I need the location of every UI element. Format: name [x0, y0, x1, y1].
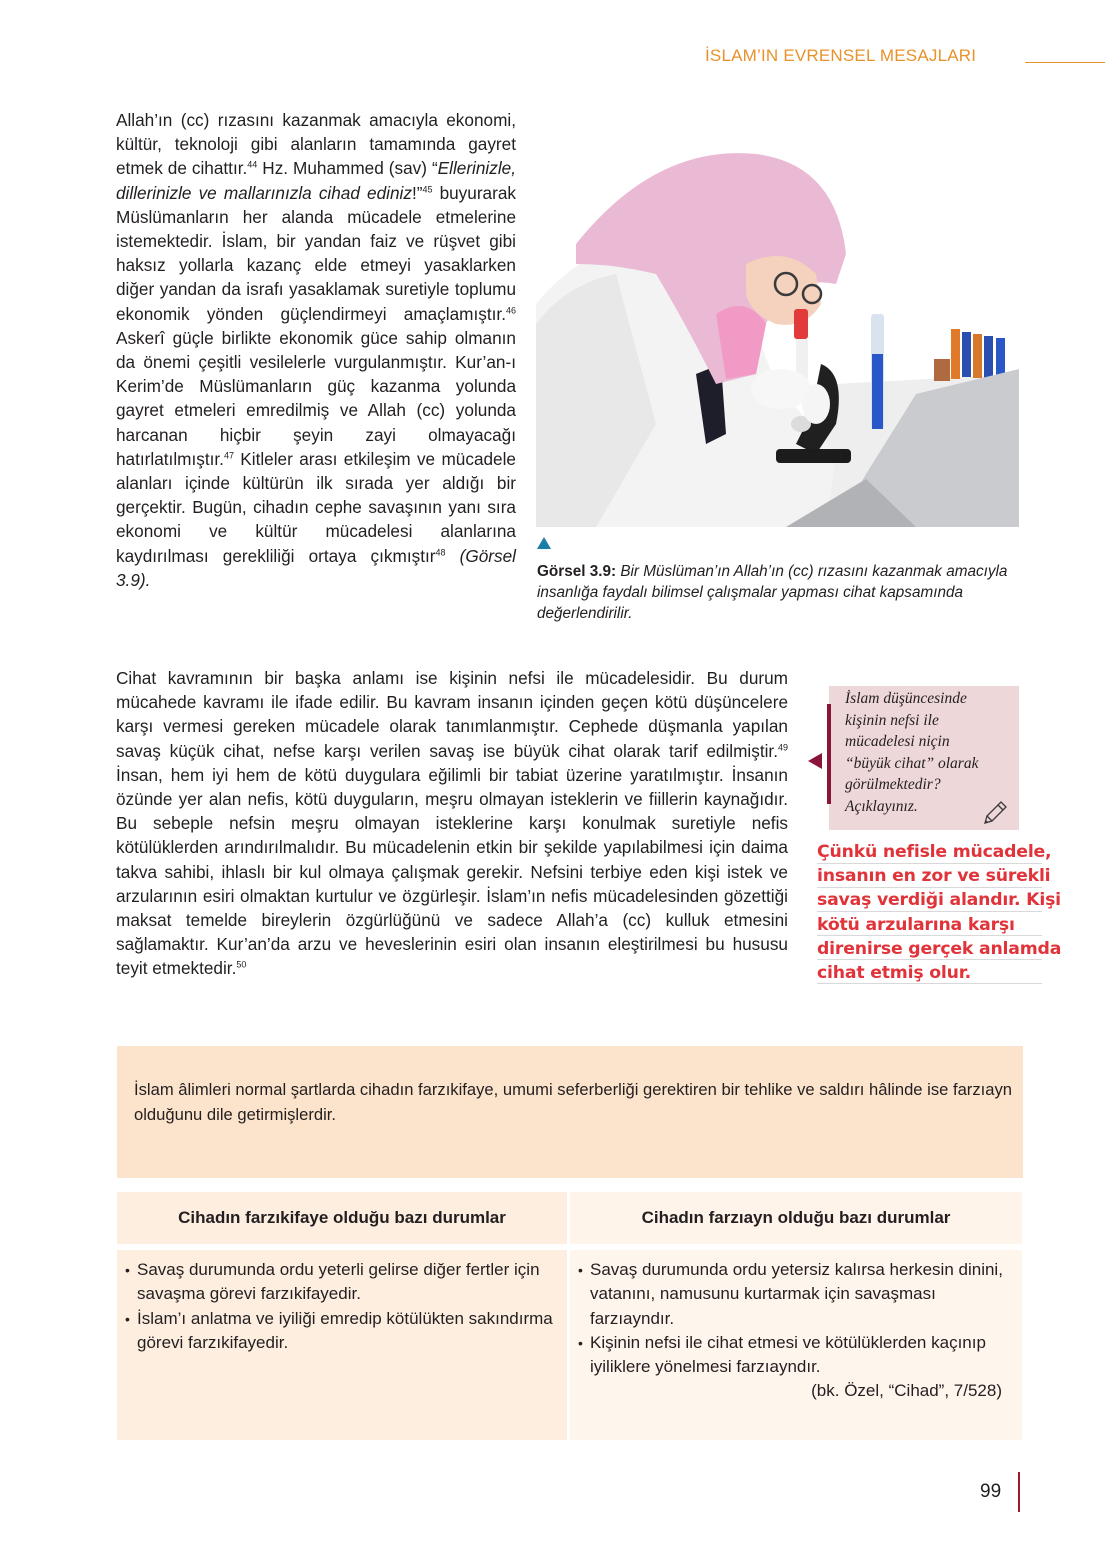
scientist-photo: [536, 124, 1019, 527]
table-header-farziayn: Cihadın farzıayn olduğu bazı durumlar: [570, 1192, 1022, 1244]
photo-illustration: [536, 124, 1019, 527]
question-arrow-icon: [808, 753, 822, 769]
question-text: İslam düşüncesinde kişinin nefsi ile mücadelesi niçin “büyük cihat” olarak görülmektedir? Açıklayınız.: [845, 690, 979, 815]
pencil-icon: [982, 800, 1008, 826]
farziayn-list: [570, 1250, 1022, 1379]
left-column-paragraph: [116, 108, 516, 592]
main-paragraph: [116, 666, 788, 981]
source-citation: (bk. Özel, “Cihad”, 7/528): [811, 1381, 1002, 1401]
list-item: • Kişinin nefsi ile cihat etmesi ve kötülüklerden kaçınıp iyiliklere yönelmesi farzıayndır.: [578, 1331, 1022, 1380]
running-title: İSLAM’IN EVRENSEL MESAJLARI: [705, 46, 977, 65]
caption-label: Görsel 3.9:: [537, 563, 617, 580]
question-accent-bar: [827, 704, 831, 804]
caption-text: Bir Müslüman’ın Allah’ın (cc) rızasını kazanmak amacıyla insanlığa faydalı bilimsel çalışmalar yapması cihat kapsamında değerlendirilir.: [537, 563, 1008, 622]
page-number-rule: [1018, 1472, 1020, 1512]
table-cell-farziayn: [570, 1250, 1022, 1440]
farzikifaye-list: [117, 1250, 567, 1355]
list-item: • Savaş durumunda ordu yetersiz kalırsa herkesin dinini, vatanını, namusunu kurtarmak için savaşması farzıayndır.: [578, 1258, 1022, 1331]
caption-triangle-icon: [537, 537, 551, 549]
answer-text: Çünkü nefisle mücadele, insanın en zor ve sürekli savaş verdiği alandır. Kişi kötü arzularına karşı direnirse gerçek anlamda cihat etmiş olur.: [817, 842, 1062, 984]
paragraph-text: Cihat kavramının bir başka anlamı ise kişinin nefsi ile mücadelesidir. Bu durum mücahede kavramı ile ifade edilir. Bu kavram insanın içinden geçen kötü düşüncelere karşı vermesi gereken mücadele olarak tanımlanmıştır. Cephede düşmanla yapılan savaş küçük cihat, nefse karşı verilen savaş ise büyük cihat olarak tarif edilmiştir.$^{49}$ İnsan, hem iyi hem de kötü duygulara eğilimli bir tabiat üzerine yaratılmıştır. İnsanın özünde yer alan nefis, kötü duyguların, meşru olmayan isteklerin ve fiillerin kaynağıdır. Bu sebeple nefsin meşru olmayan isteklerine karşı konulmak suretiyle nefis kötülüklerden arındırılmalıdır. Bu mücadelenin etkin bir şekilde yapılabilmesi için daima takva sahibi, ihlaslı bir kul olmaya çalışmak gerekir. Nefsini terbiye eden kişi istek ve arzularının esiri olmaktan kurtulur ve özgürleşir. İslam’ın nefis mücadelesinden gözettiği maksat temelde bireylerin özgürlüğünü ve sadece Allah’a (cc) kulluk etmesini sağlamaktır. Kur’an’da arzu ve heveslerinin esiri olan insanın eleştirilmesi bu hususu teyit etmektedir.$^{50}$: [116, 668, 788, 979]
header-rule: [1025, 62, 1105, 63]
table-header-farzikifaye: Cihadın farzıkifaye olduğu bazı durumlar: [117, 1192, 567, 1244]
table-cell-farzikifaye: [117, 1250, 567, 1440]
figure-caption: [537, 561, 1022, 624]
list-item: • İslam’ı anlatma ve iyiliği emredip kötülükten sakındırma görevi farzıkifayedir.: [125, 1307, 567, 1356]
paragraph-text: Allah’ın (cc) rızasını kazanmak amacıyla ekonomi, kültür, teknoloji gibi alanların tamamında gayret etmek de cihattır.$^{44}$ Hz. Muhammed (sav) “Ellerinizle, dillerinizle ve mallarınızla cihad ediniz!”$^{45}$ buyurarak Müslümanların her alanda mücadele etmelerine istemektedir. İslam, bir yandan faiz ve rüşvet gibi haksız yollarla kazanç elde etmeyi yasaklarken diğer yandan da israfı yasaklamak suretiyle toplumu ekonomik yönden güçlendirmeyi amaçlamıştır.$^{46}$ Askerî güçle birlikte ekonomik güce sahip olmanın da önemi çeşitli vesilelerle vurgulanmıştır. Kur’an-ı Kerim’de Müslümanların güç kazanma yolunda gayret etmeleri emredilmiş ve Allah (cc) yolunda harcanan hiçbir şeyin zayi olmayacağı hatırlatılmıştır.$^{47}$ Kitleler arası etkileşim ve mücadele alanları içinde kültürün ilk sırada yer aldığı bir gerçektir. Bugün, cihadın cephe savaşının yanı sıra ekonomi ve kültür mücadelesi alanlarına kaydırılması gerekliliği ortaya çıkmıştır$^{48}$ (Görsel 3.9).: [116, 110, 516, 590]
info-box-text: İslam âlimleri normal şartlarda cihadın farzıkifaye, umumi seferberliği gerektiren bir tehlike ve saldırı hâlinde ise farzıayn olduğunu dile getirmişlerdir.: [134, 1080, 1012, 1124]
list-item: • Savaş durumunda ordu yeterli gelirse diğer fertler için savaşma görevi farzıkifayedir.: [125, 1258, 567, 1307]
page-number: 99: [980, 1481, 1002, 1502]
